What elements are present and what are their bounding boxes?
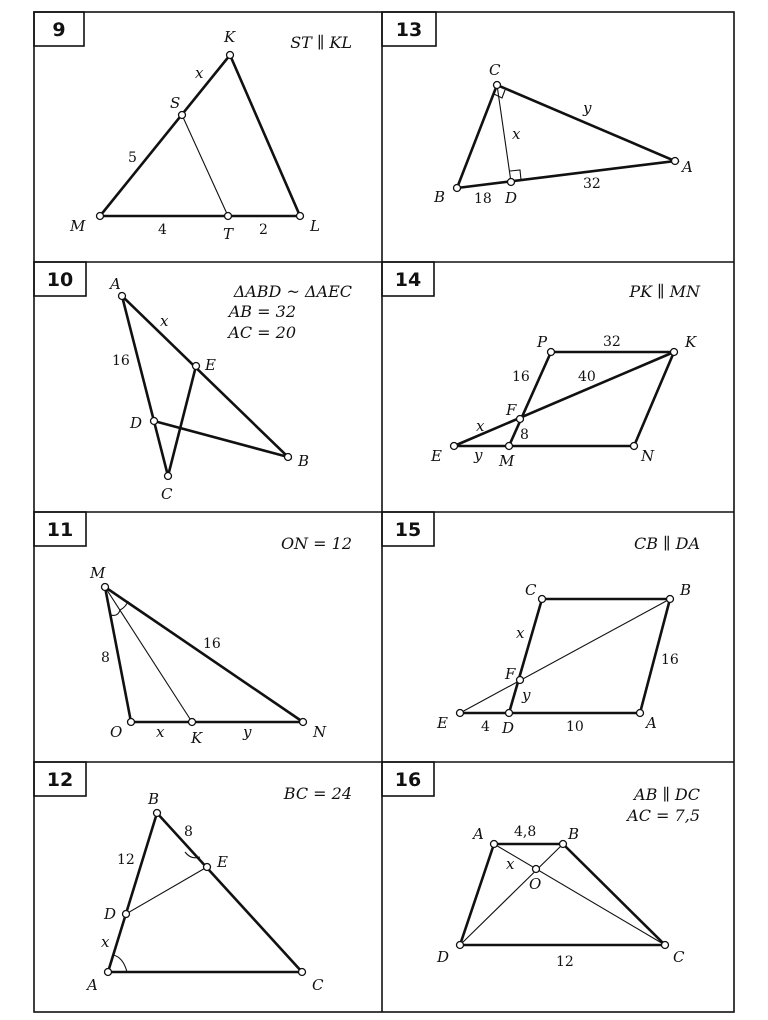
- label-d: D: [104, 905, 117, 923]
- label-c: C: [525, 581, 537, 599]
- condition-line-1: AB ∥ DC: [634, 785, 700, 804]
- segment-st: [182, 115, 228, 216]
- point-a: [105, 969, 112, 976]
- length-4-8: 4,8: [514, 824, 537, 840]
- point-e: [204, 864, 211, 871]
- length-y: y: [243, 723, 252, 741]
- condition-line-3: AC = 20: [228, 323, 296, 342]
- point-c: [494, 82, 501, 89]
- problem-condition: ON = 12: [280, 534, 352, 553]
- problem-15: [382, 512, 700, 737]
- point-f: [517, 677, 524, 684]
- point-n: [300, 719, 307, 726]
- length-x: x: [516, 624, 525, 642]
- length-16: 16: [512, 369, 530, 385]
- point-c: [299, 969, 306, 976]
- problem-10: [34, 262, 352, 503]
- condition-line-2: AC = 7,5: [627, 806, 700, 825]
- length-y: y: [522, 686, 531, 704]
- point-o: [128, 719, 135, 726]
- point-l: [297, 213, 304, 220]
- length-32: 32: [603, 334, 621, 350]
- point-k: [227, 52, 234, 59]
- point-b: [285, 454, 292, 461]
- length-32: 32: [583, 176, 601, 192]
- length-12: 12: [556, 954, 574, 970]
- trapezoid-abcd: [460, 844, 665, 945]
- label-d: D: [437, 948, 450, 966]
- triangle-abc: [457, 85, 675, 188]
- point-s: [179, 112, 186, 119]
- point-b: [454, 185, 461, 192]
- point-d: [508, 179, 515, 186]
- label-l: L: [310, 217, 320, 235]
- label-b: B: [680, 581, 692, 599]
- point-p: [548, 349, 555, 356]
- segment-ce: [168, 366, 196, 476]
- label-k: K: [191, 729, 203, 747]
- length-8: 8: [184, 824, 193, 840]
- segment-eb: [460, 599, 670, 713]
- problem-number: 13: [395, 19, 423, 41]
- label-a: A: [110, 275, 121, 293]
- label-o: O: [110, 723, 123, 741]
- problem-number: 9: [52, 19, 66, 41]
- problem-condition: CB ∥ DA: [634, 534, 700, 553]
- length-10: 10: [566, 719, 584, 735]
- problem-condition: PK ∥ MN: [629, 282, 700, 301]
- problem-11: [34, 512, 352, 747]
- point-c: [539, 596, 546, 603]
- label-e: E: [205, 356, 216, 374]
- point-k: [671, 349, 678, 356]
- length-8: 8: [520, 427, 529, 443]
- length-x: x: [506, 855, 515, 873]
- length-x: x: [160, 312, 169, 330]
- point-a: [672, 158, 679, 165]
- label-t: T: [223, 225, 234, 243]
- problem-condition: BC = 24: [283, 784, 352, 803]
- length-5: 5: [128, 150, 137, 166]
- point-a: [491, 841, 498, 848]
- point-b: [667, 596, 674, 603]
- label-m: M: [70, 217, 86, 235]
- point-d: [506, 710, 513, 717]
- point-e: [451, 443, 458, 450]
- label-m: M: [90, 564, 106, 582]
- point-e: [193, 363, 200, 370]
- point-b: [560, 841, 567, 848]
- altitude-cd: [497, 85, 511, 182]
- length-40: 40: [578, 369, 596, 385]
- length-8: 8: [101, 650, 110, 666]
- length-4: 4: [158, 222, 167, 238]
- problem-number: 10: [46, 269, 74, 291]
- problem-9: [34, 12, 352, 243]
- label-e: E: [217, 853, 228, 871]
- length-x: x: [156, 723, 165, 741]
- point-a: [637, 710, 644, 717]
- label-b: B: [568, 825, 580, 843]
- point-m: [506, 443, 513, 450]
- length-y: y: [583, 99, 592, 117]
- point-d: [151, 418, 158, 425]
- label-b: B: [298, 452, 310, 470]
- condition-line-1: ΔABD ~ ΔAEC: [233, 282, 352, 301]
- point-m: [97, 213, 104, 220]
- point-k: [189, 719, 196, 726]
- length-y: y: [474, 446, 483, 464]
- label-a: A: [646, 714, 657, 732]
- length-18: 18: [474, 191, 492, 207]
- length-4: 4: [481, 719, 490, 735]
- point-o: [533, 866, 540, 873]
- label-n: N: [641, 447, 655, 465]
- point-m: [102, 584, 109, 591]
- length-x: x: [195, 64, 204, 82]
- problem-16: [382, 762, 700, 970]
- point-c: [165, 473, 172, 480]
- label-e: E: [431, 447, 442, 465]
- point-f: [517, 416, 524, 423]
- length-16: 16: [112, 353, 130, 369]
- point-a: [119, 293, 126, 300]
- problem-number: 16: [394, 769, 422, 791]
- problem-number: 15: [394, 519, 422, 541]
- point-n: [631, 443, 638, 450]
- angle-mark-a: [113, 955, 127, 972]
- point-e: [457, 710, 464, 717]
- length-x: x: [476, 417, 485, 435]
- label-s: S: [170, 94, 181, 112]
- label-o: O: [529, 875, 542, 893]
- label-k: K: [685, 333, 697, 351]
- problem-number: 12: [46, 769, 74, 791]
- triangle-abc: [108, 813, 302, 972]
- parallelogram-pknm: [509, 352, 674, 446]
- point-d: [457, 942, 464, 949]
- label-c: C: [489, 61, 501, 79]
- label-k: K: [224, 28, 236, 46]
- label-b: B: [148, 790, 160, 808]
- angle-mark-1: [111, 610, 121, 615]
- label-c: C: [312, 976, 324, 994]
- point-b: [154, 810, 161, 817]
- label-n: N: [313, 723, 327, 741]
- point-c: [662, 942, 669, 949]
- label-a: A: [682, 158, 693, 176]
- length-12: 12: [117, 852, 135, 868]
- label-a: A: [87, 976, 98, 994]
- length-x: x: [101, 933, 110, 951]
- problem-13: [382, 12, 693, 207]
- label-d: D: [502, 719, 515, 737]
- triangle-mon: [105, 587, 303, 722]
- problem-14: [382, 262, 701, 470]
- trapezoid-cbad: [509, 599, 670, 713]
- label-e: E: [437, 714, 448, 732]
- label-f: F: [505, 665, 516, 683]
- label-d: D: [130, 414, 143, 432]
- label-a: A: [473, 825, 484, 843]
- label-c: C: [161, 485, 173, 503]
- problem-number: 11: [46, 519, 74, 541]
- point-d: [123, 911, 130, 918]
- point-t: [225, 213, 232, 220]
- condition-line-2: AB = 32: [228, 302, 296, 321]
- length-x: x: [512, 125, 521, 143]
- label-m: M: [499, 452, 515, 470]
- label-f: F: [506, 401, 517, 419]
- problem-12: [34, 762, 352, 994]
- label-c: C: [673, 948, 685, 966]
- length-16: 16: [661, 652, 679, 668]
- label-p: P: [537, 333, 548, 351]
- label-b: B: [434, 188, 446, 206]
- problem-number: 14: [394, 269, 422, 291]
- length-16: 16: [203, 636, 221, 652]
- problem-condition: ST ∥ KL: [290, 33, 352, 52]
- length-2: 2: [259, 222, 268, 238]
- label-d: D: [505, 189, 518, 207]
